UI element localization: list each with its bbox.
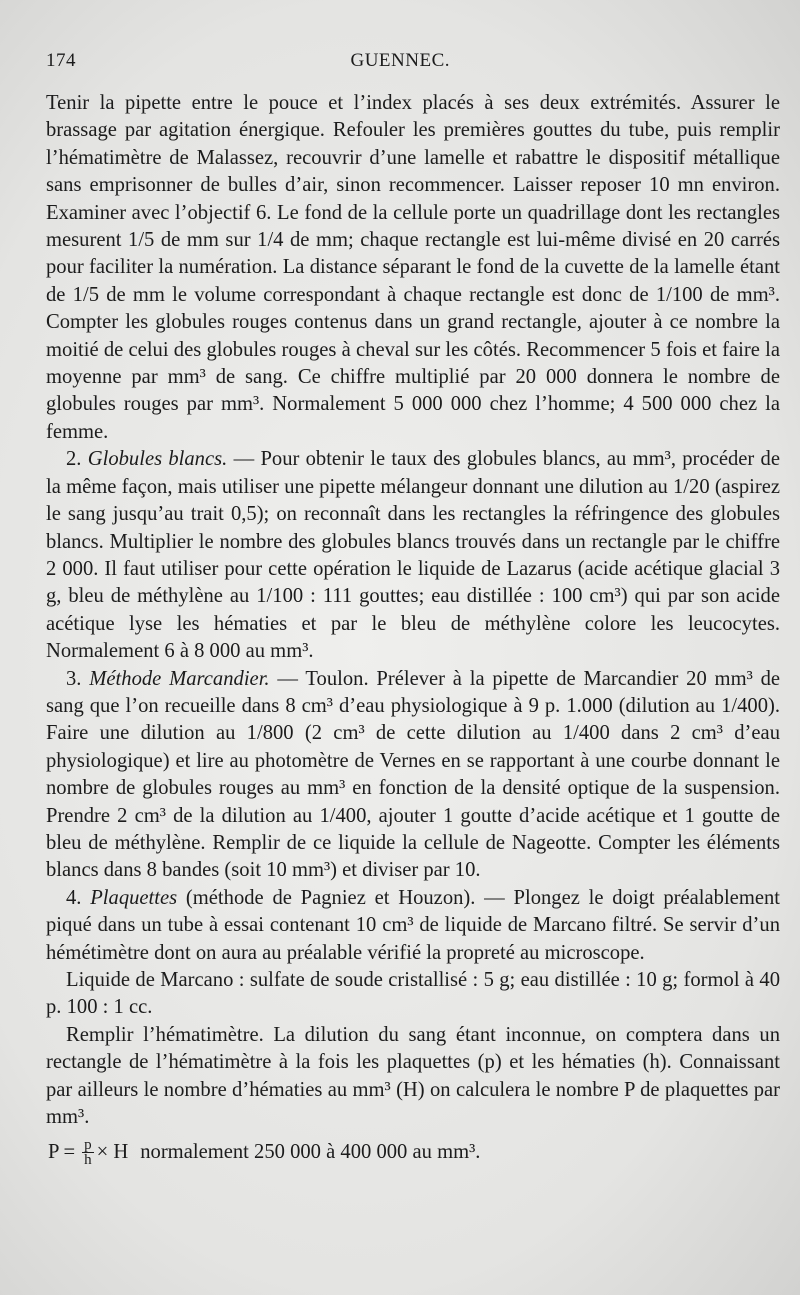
- paragraph-liquide-marcano: Liquide de Marcano : sulfate de soude cristallisé : 5 g; eau distillée : 10 g; formol à 40 p. 100 : 1 cc.: [46, 969, 780, 1019]
- section-number: 2.: [66, 448, 88, 471]
- formula-text: normalement 250 000 à 400 000 au mm³.: [140, 1141, 481, 1164]
- section-number: 3.: [66, 667, 90, 690]
- section-title: Globules blancs.: [87, 448, 228, 471]
- section-text: — Pour obtenir le taux des globules blancs, au mm³, procéder de la même façon, mais utiliser une pipette mélangeur donnant une dilution au 1/20 (aspirez le sang jusqu’au trait 0,5); on reconnaît dans les rectangles la réfringence des globules blancs. Multiplier le nombre des globules blancs trouvés dans un rectangle par le chiffre 2 000. Il faut utiliser pour cette opération le liquide de Lazarus (acide acétique glacial 3 g, bleu de méthylène au 1/100 : 111 gouttes; eau distillée : 100 cm³) qui par son acide acétique lyse les hématies et par le bleu de méthylène colore les leucocytes. Normalement 6 à 8 000 au mm³.: [46, 448, 780, 663]
- page-number: 174: [46, 50, 76, 71]
- paragraph-hematimetre: Tenir la pipette entre le pouce et l’index placés à ses deux extrémités. Assurer le brassage par agitation énergique. Refouler les premières gouttes du tube, puis remplir l’hématimètre de Malassez, recouvrir d’une lamelle et rabattre le dispositif métallique sans emprisonner de bulles d’air, sinon recommencer. Laisser reposer 10 mn environ. Examiner avec l’objectif 6. Le fond de la cellule porte un quadrillage dont les rectangles mesurent 1/5 de mm sur 1/4 de mm; chaque rectangle est lui-même divisé en 20 carrés pour faciliter la numération. La distance séparant le fond de la cuvette de la lamelle étant de 1/5 de mm le volume correspondant à chaque rectangle est donc de 1/100 de mm³. Compter les globules rouges contenus dans un grand rectangle, ajouter à ce nombre la moitié de celui des globules rouges à cheval sur les côtés. Recommencer 5 fois et faire la moyenne par mm³ de sang. Ce chiffre multiplié par 20 000 donnera le nombre de globules rouges par mm³. Normalement 5 000 000 chez l’homme; 4 500 000 chez la femme.: [46, 92, 780, 443]
- section-methode-marcandier: [46, 666, 780, 885]
- paragraph-remplir: Remplir l’hématimètre. La dilution du sang étant inconnue, on comptera dans un rectangle de l’hématimètre à la fois les plaquettes (p) et les hématies (h). Connaissant par ailleurs le nombre d’hématies au mm³ (H) on calculera le nombre P de plaquettes par mm³.: [46, 1023, 780, 1129]
- section-title: Méthode Marcandier.: [89, 667, 270, 690]
- body-text: [46, 90, 780, 1167]
- formula-equals: =: [63, 1141, 76, 1164]
- section-text: — Toulon. Prélever à la pipette de Marcandier 20 mm³ de sang que l’on recueille dans 8 cm³ d’eau physiologique à 9 p. 1.000 (dilution au 1/400). Faire une dilution au 1/800 (2 cm³ de cette dilution au 1/400 dans 2 cm³ d’eau physiologique) et lire au photomètre de Vernes en se rapportant à une courbe donnant le nombre de globules rouges au mm³ en fonction de la densité optique de la suspension. Prendre 2 cm³ de la dilution au 1/400, ajouter 1 goutte d’acide acétique et 1 goutte de bleu de méthylène. Remplir de ce liquide la cellule de Nageotte. Compter les éléments blancs dans 8 bandes (soit 10 mm³) et diviser par 10.: [46, 667, 781, 882]
- formula-denominator: h: [84, 1151, 92, 1168]
- section-plaquettes: [46, 885, 780, 967]
- formula-fraction: [82, 1138, 94, 1167]
- formula-rhs: × H: [96, 1141, 129, 1164]
- page-header: [46, 50, 780, 90]
- formula-numerator: p: [84, 1136, 92, 1153]
- section-title: Plaquettes: [90, 886, 178, 909]
- running-head: GUENNEC.: [350, 50, 450, 71]
- section-globules-blancs: [46, 446, 780, 665]
- section-text: (méthode de Pagniez et Houzon). — Plongez le doigt préalablement piqué dans un tube à essai contenant 10 cm³ de liquide de Marcano filtré. Se servir d’un hémétimètre dont on aura au préalable vérifié la propreté au microscope.: [46, 886, 780, 964]
- formula: [46, 1137, 780, 1167]
- section-number: 4.: [66, 886, 91, 909]
- formula-lhs: P: [48, 1141, 60, 1164]
